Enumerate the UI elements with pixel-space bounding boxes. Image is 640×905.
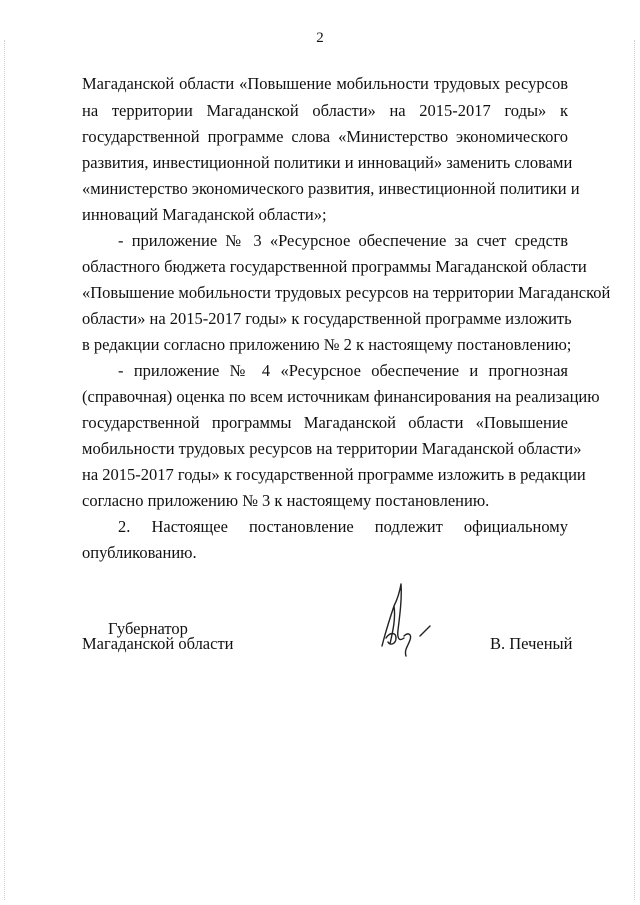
signatory-title: Губернатор [108,619,188,638]
signatory-region: Магаданской области [82,634,234,653]
text-line: - приложение № 3 «Ресурсное обеспечение за счет средств [118,231,568,250]
signatory-name: В. Печеный [490,634,573,653]
right-margin-dots [634,40,637,900]
text-line: инноваций Магаданской области»; [82,205,327,224]
text-line: (справочная) оценка по всем источникам финансирования на реализацию [82,387,600,406]
page-number: 2 [316,30,324,46]
text-line: области» на 2015-2017 годы» к государственной программе изложить [82,309,572,328]
text-line: 2. Настоящее постановление подлежит официальному [118,517,568,536]
text-line: «министерство экономического развития, инвестиционной политики и [82,179,580,198]
text-line: согласно приложению № 3 к настоящему постановлению. [82,491,490,510]
text-line: мобильности трудовых ресурсов на территории Магаданской области» [82,439,582,458]
text-line: в редакции согласно приложению № 2 к настоящему постановлению; [82,335,572,354]
handwritten-signature [360,580,450,660]
text-line: областного бюджета государственной программы Магаданской области [82,257,587,276]
text-line: государственной программе слова «Министерство экономического [82,127,568,146]
text-line: на территории Магаданской области» на 2015-2017 годы» к [82,101,568,120]
text-line: развития, инвестиционной политики и инноваций» заменить словами [82,153,573,172]
text-line: «Повышение мобильности трудовых ресурсов на территории Магаданской [82,283,611,302]
left-margin-dots [4,40,7,900]
text-line: опубликованию. [82,543,197,562]
text-line: - приложение № 4 «Ресурсное обеспечение и прогнозная [118,361,568,380]
text-line: на 2015-2017 годы» к государственной программе изложить в редакции [82,465,586,484]
text-line: государственной программы Магаданской области «Повышение [82,413,568,432]
text-line: Магаданской области «Повышение мобильности трудовых ресурсов [82,74,568,93]
